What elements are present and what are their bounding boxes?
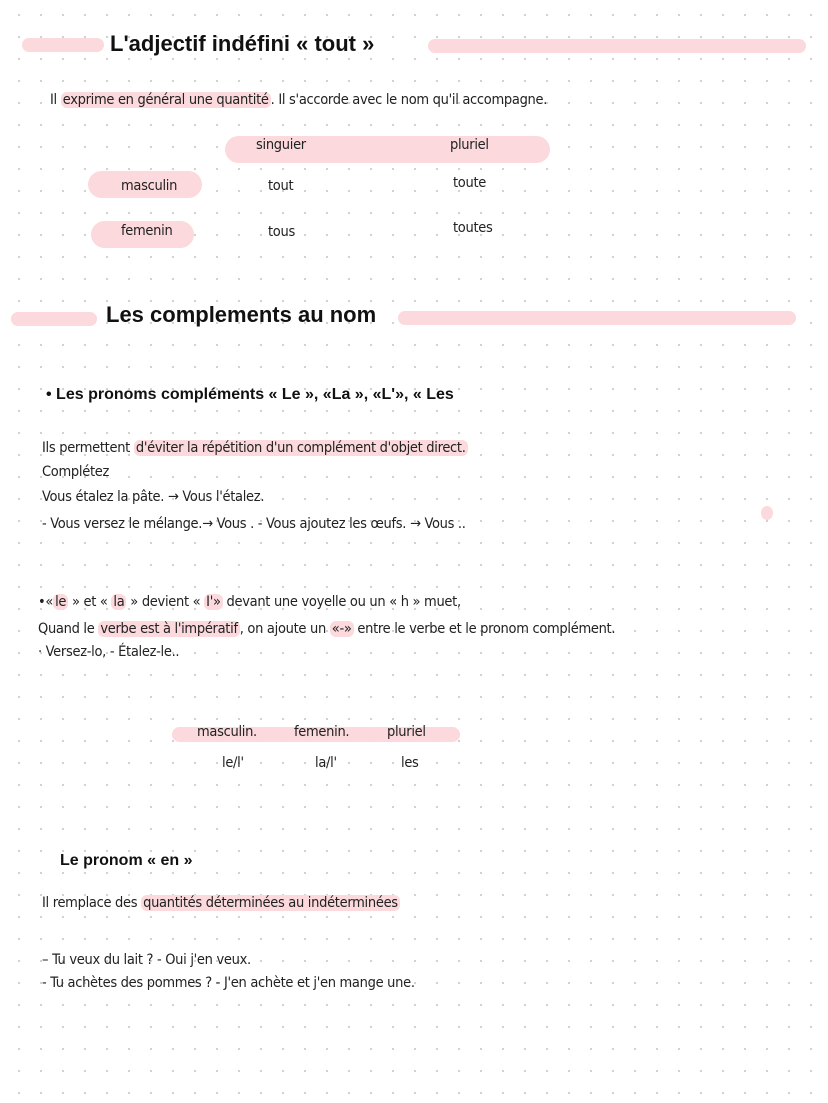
pink-dot [761,506,773,520]
title-decoration-right [398,311,796,325]
subsection-title: Le pronom « en » [60,852,193,869]
intro-text [50,92,547,108]
col-header: femenin. [294,724,350,740]
rule-elision [38,594,461,610]
explanation [42,440,468,456]
text: devant une voyelle ou un « h » muet, [222,594,461,610]
explanation [42,895,400,911]
text: Quand le [38,621,99,637]
col-header: pluriel [450,137,489,153]
highlight: d'éviter la répétition d'un complément d'objet direct. [135,440,466,456]
rule-imperative [38,621,615,637]
title-decoration-left [22,38,104,52]
text: » et « [68,594,112,610]
cell: le/l' [222,755,244,771]
col-header: singuier [256,137,306,153]
section-title: Les complements au nom [106,302,377,327]
example: – Tu veux du lait ? - Oui j'en veux. [42,952,251,968]
highlight: «-» [331,621,352,637]
instruction: Complétez [42,464,110,480]
title-decoration-left [11,312,97,326]
col-header: masculin. [197,724,257,740]
subsection-title: • Les pronoms compléments « Le », «La », «L'», « Les [46,386,454,403]
intro-pre: Il [50,92,61,108]
intro-post: . Il s'accorde avec le nom qu'il accompagne. [270,92,548,108]
example: - Tu achètes des pommes ? - J'en achète et j'en mange une. [42,975,415,991]
exercise: - Vous versez le mélange.→ Vous . - Vous ajoutez les œufs. → Vous .. [42,516,466,532]
intro-highlight: exprime en général une quantité [62,92,269,108]
cell: la/l' [315,755,337,771]
cell: les [401,755,419,771]
rule-example: · Versez-lo, - Étalez-le.. [38,644,180,660]
text: » devient « [126,594,205,610]
text: Il remplace des [42,895,142,911]
text: entre le verbe et le pronom complément. [353,621,616,637]
row-label: femenin [121,223,173,239]
cell: tous [268,224,295,240]
cell: toute [453,175,487,191]
example: Vous étalez la pâte. → Vous l'étalez. [42,489,265,505]
section-title: L'adjectif indéfini « tout » [110,31,375,56]
highlight: I'» [206,594,221,610]
highlight: la [113,594,125,610]
text: •« [38,594,54,610]
text: , on ajoute un [239,621,330,637]
text: Ils permettent [42,440,134,456]
highlight: verbe est à l'impératif [100,621,238,637]
row-label: masculin [121,178,178,194]
highlight: le [55,594,67,610]
title-decoration-right [428,39,806,53]
col-header: pluriel [387,724,426,740]
highlight: quantités déterminées au indéterminées [143,895,398,911]
cell: tout [268,178,294,194]
cell: toutes [453,220,493,236]
